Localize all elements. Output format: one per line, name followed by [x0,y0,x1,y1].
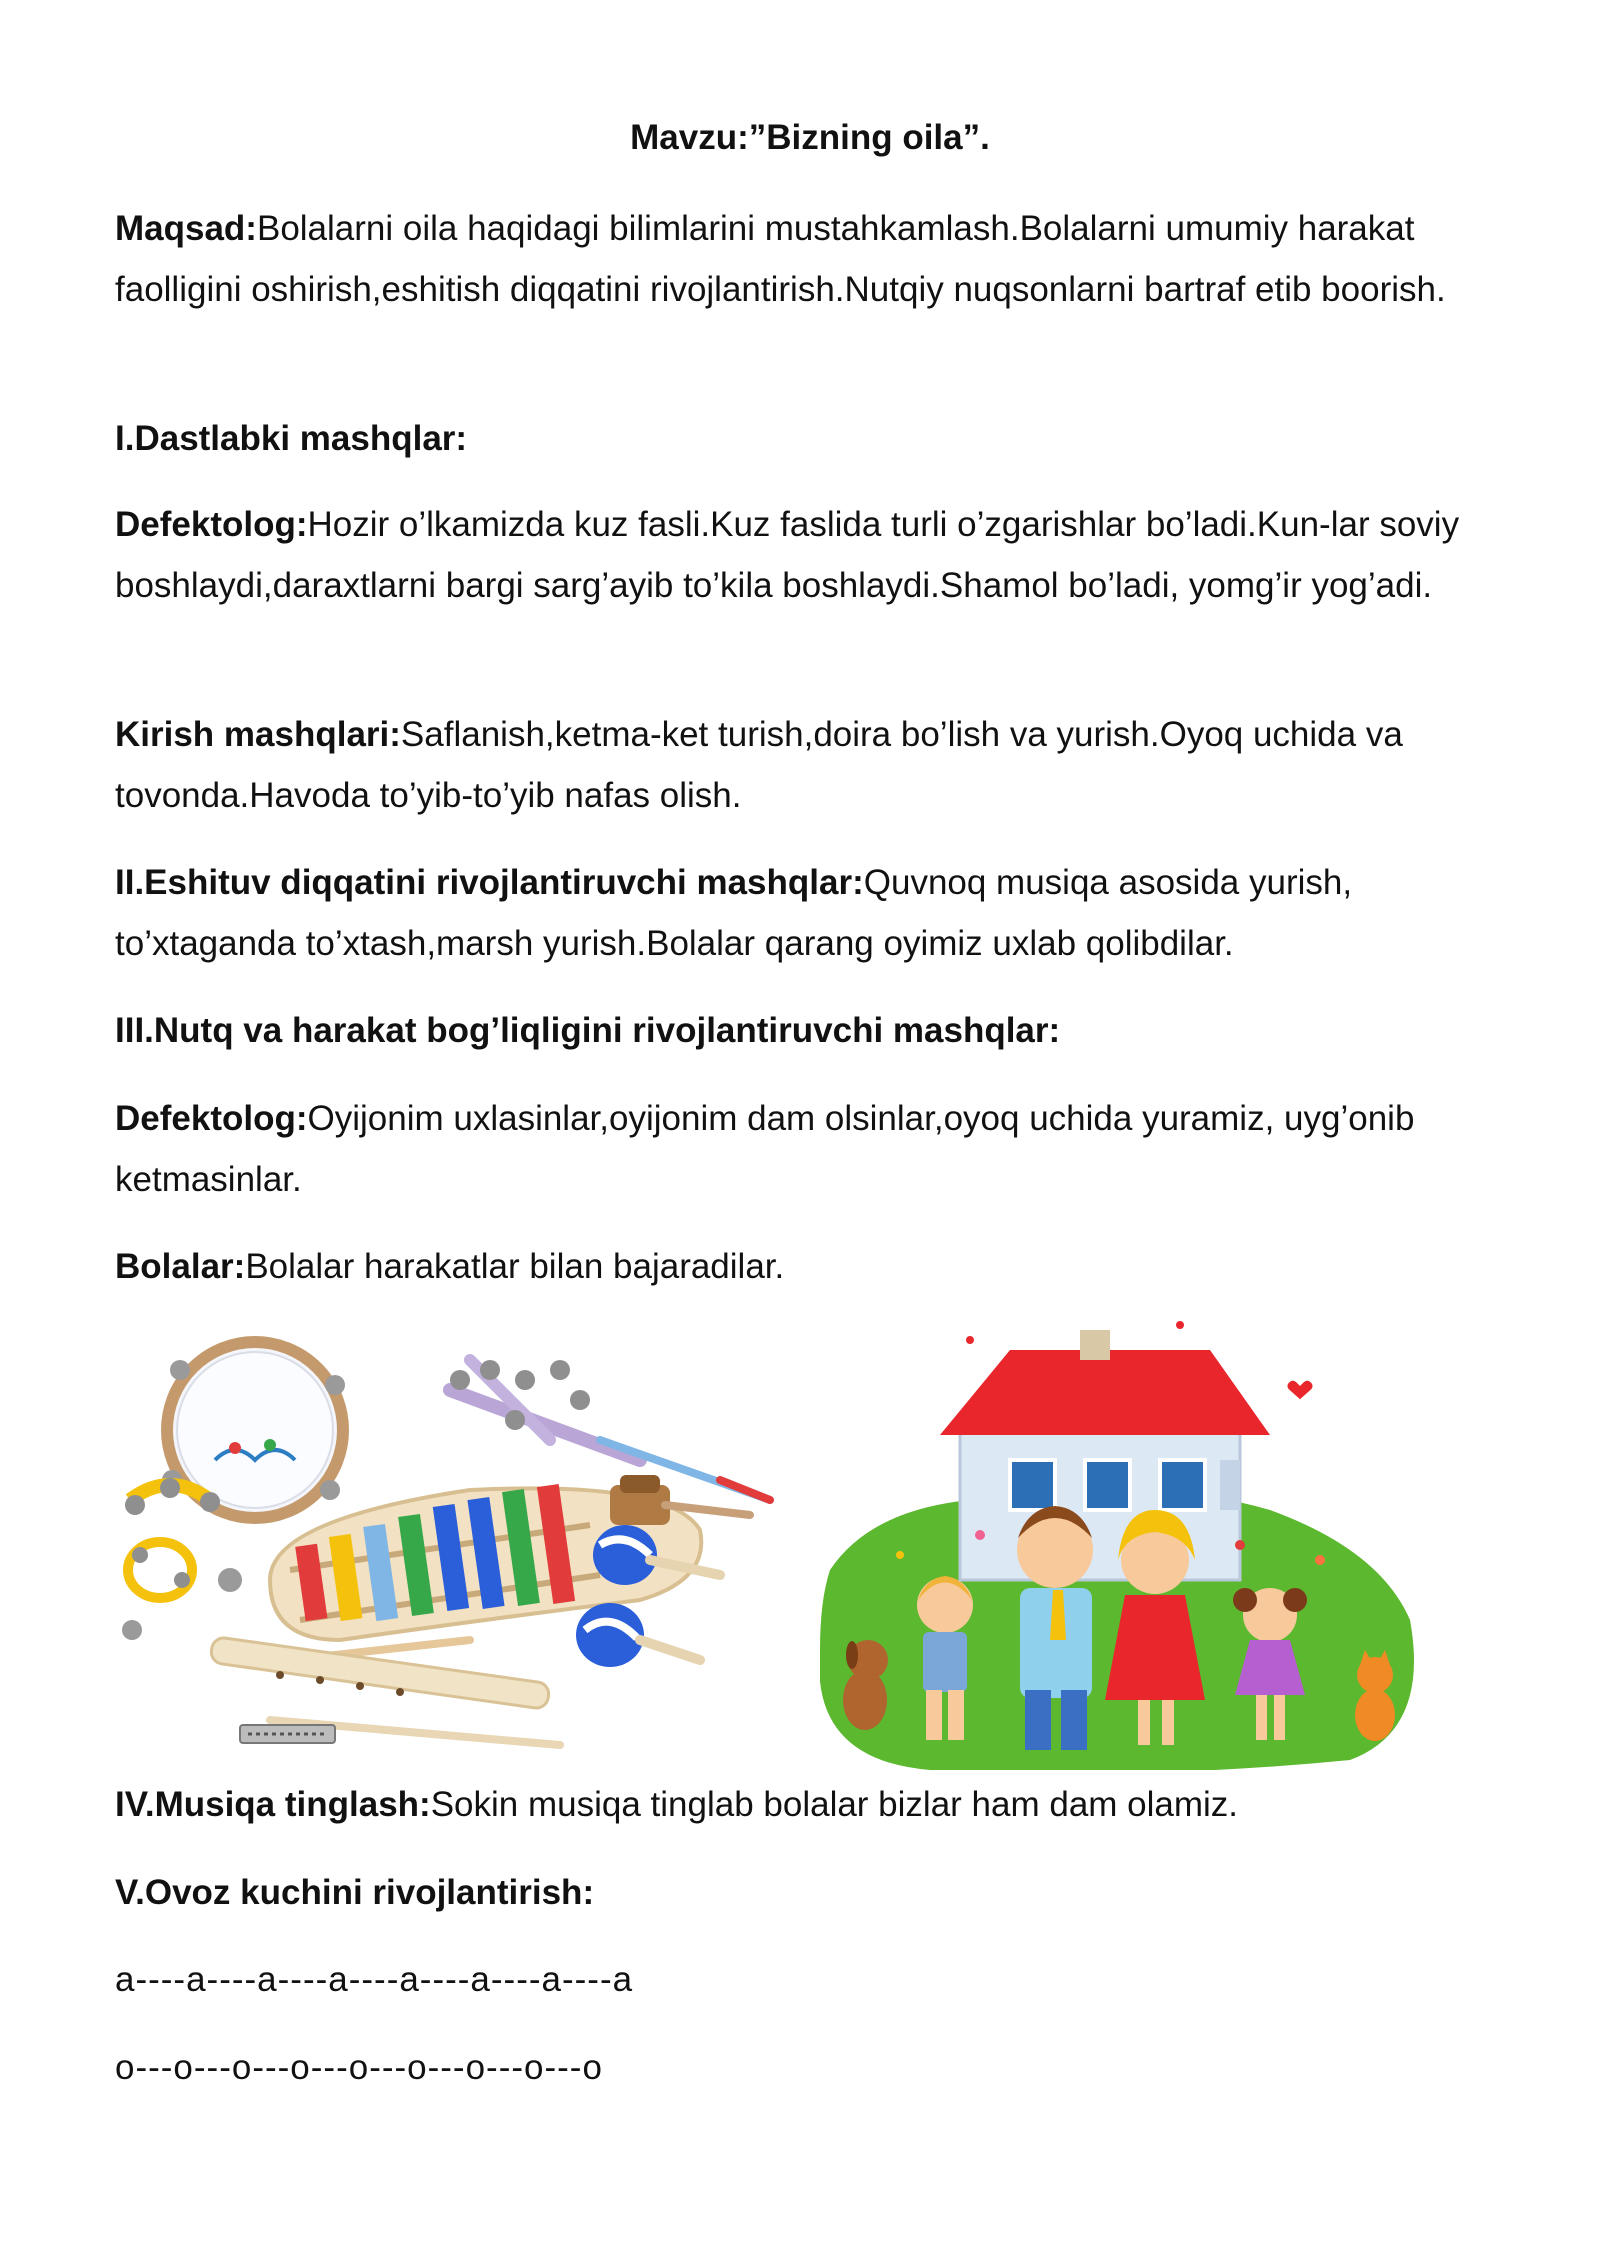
maqsad-paragraph [115,198,1515,320]
section-5-heading: V.Ovoz kuchini rivojlantirish: [115,1873,595,1912]
section-4-text: Sokin musiqa tinglab bolalar bizlar ham dam olamiz. [430,1785,1239,1824]
section-4-paragraph [115,1774,1515,1835]
bolalar-text: Bolalar harakatlar bilan bajaradilar. [245,1247,785,1286]
bell-stick-icon [450,1360,770,1500]
section-1-heading: I.Dastlabki mashqlar: [115,419,468,458]
defektolog-label-1: Defektolog: [115,505,308,544]
defektolog-text-1: Hozir o’lkamizda kuz fasli.Kuz faslida turli o’zgarishlar bo’ladi.Kun-lar soviy boshlaydi,daraxtlarni bargi sarg’ayib to’kila boshlaydi.Shamol bo’ladi, yomg’ir yog’adi. [115,505,1460,605]
kirish-paragraph [115,704,1515,826]
defektolog-label-2: Defektolog: [115,1099,308,1138]
kirish-text: Saflanish,ketma-ket turish,doira bo’lish va yurish.Oyoq uchida va tovonda.Havoda to’yib-to’yib nafas olish. [115,715,1403,815]
section-2-paragraph [115,852,1515,974]
bolalar-label: Bolalar: [115,1247,246,1286]
dog-icon [843,1640,888,1730]
defektolog-paragraph-1 [115,494,1515,616]
vowel-sequence-a: a----a----a----a----a----a----a----a [115,1960,634,1999]
section-2-label: II.Eshituv diqqatini rivojlantiruvchi mashqlar: [115,863,864,902]
house-icon [940,1330,1270,1580]
maqsad-text: Bolalarni oila haqidagi bilimlarini mustahkamlash.Bolalarni umumiy harakat faolligini oshirish,eshitish diqqatini rivojlantirish.Nutqiy nuqsonlarni bartraf etib boorish. [115,209,1446,309]
vowel-sequence-o: o---o---o---o---o---o---o---o---o [115,2048,603,2087]
section-4-label: IV.Musiqa tinglash: [115,1785,431,1824]
bolalar-paragraph [115,1236,1515,1297]
maqsad-label: Maqsad: [115,209,257,248]
family-house-illustration [820,1320,1420,1770]
section-2-text: Quvnoq musiqa asosida yurish, to’xtaganda to’xtash,marsh yurish.Bolalar qarang oyimiz uxlab qolibdilar. [115,863,1353,963]
page-title: Mavzu:”Bizning oila”. [630,118,990,157]
section-3-heading: III.Nutq va harakat bog’liqligini rivojlantiruvchi mashqlar: [115,1011,1061,1050]
kirish-label: Kirish mashqlari: [115,715,401,754]
defektolog-paragraph-2 [115,1088,1515,1210]
musical-instruments-illustration [120,1330,800,1760]
harmonica-icon [240,1725,335,1743]
defektolog-text-2: Oyijonim uxlasinlar,oyijonim dam olsinlar,oyoq uchida yuramiz, uyg’onib ketmasinlar. [115,1099,1415,1199]
